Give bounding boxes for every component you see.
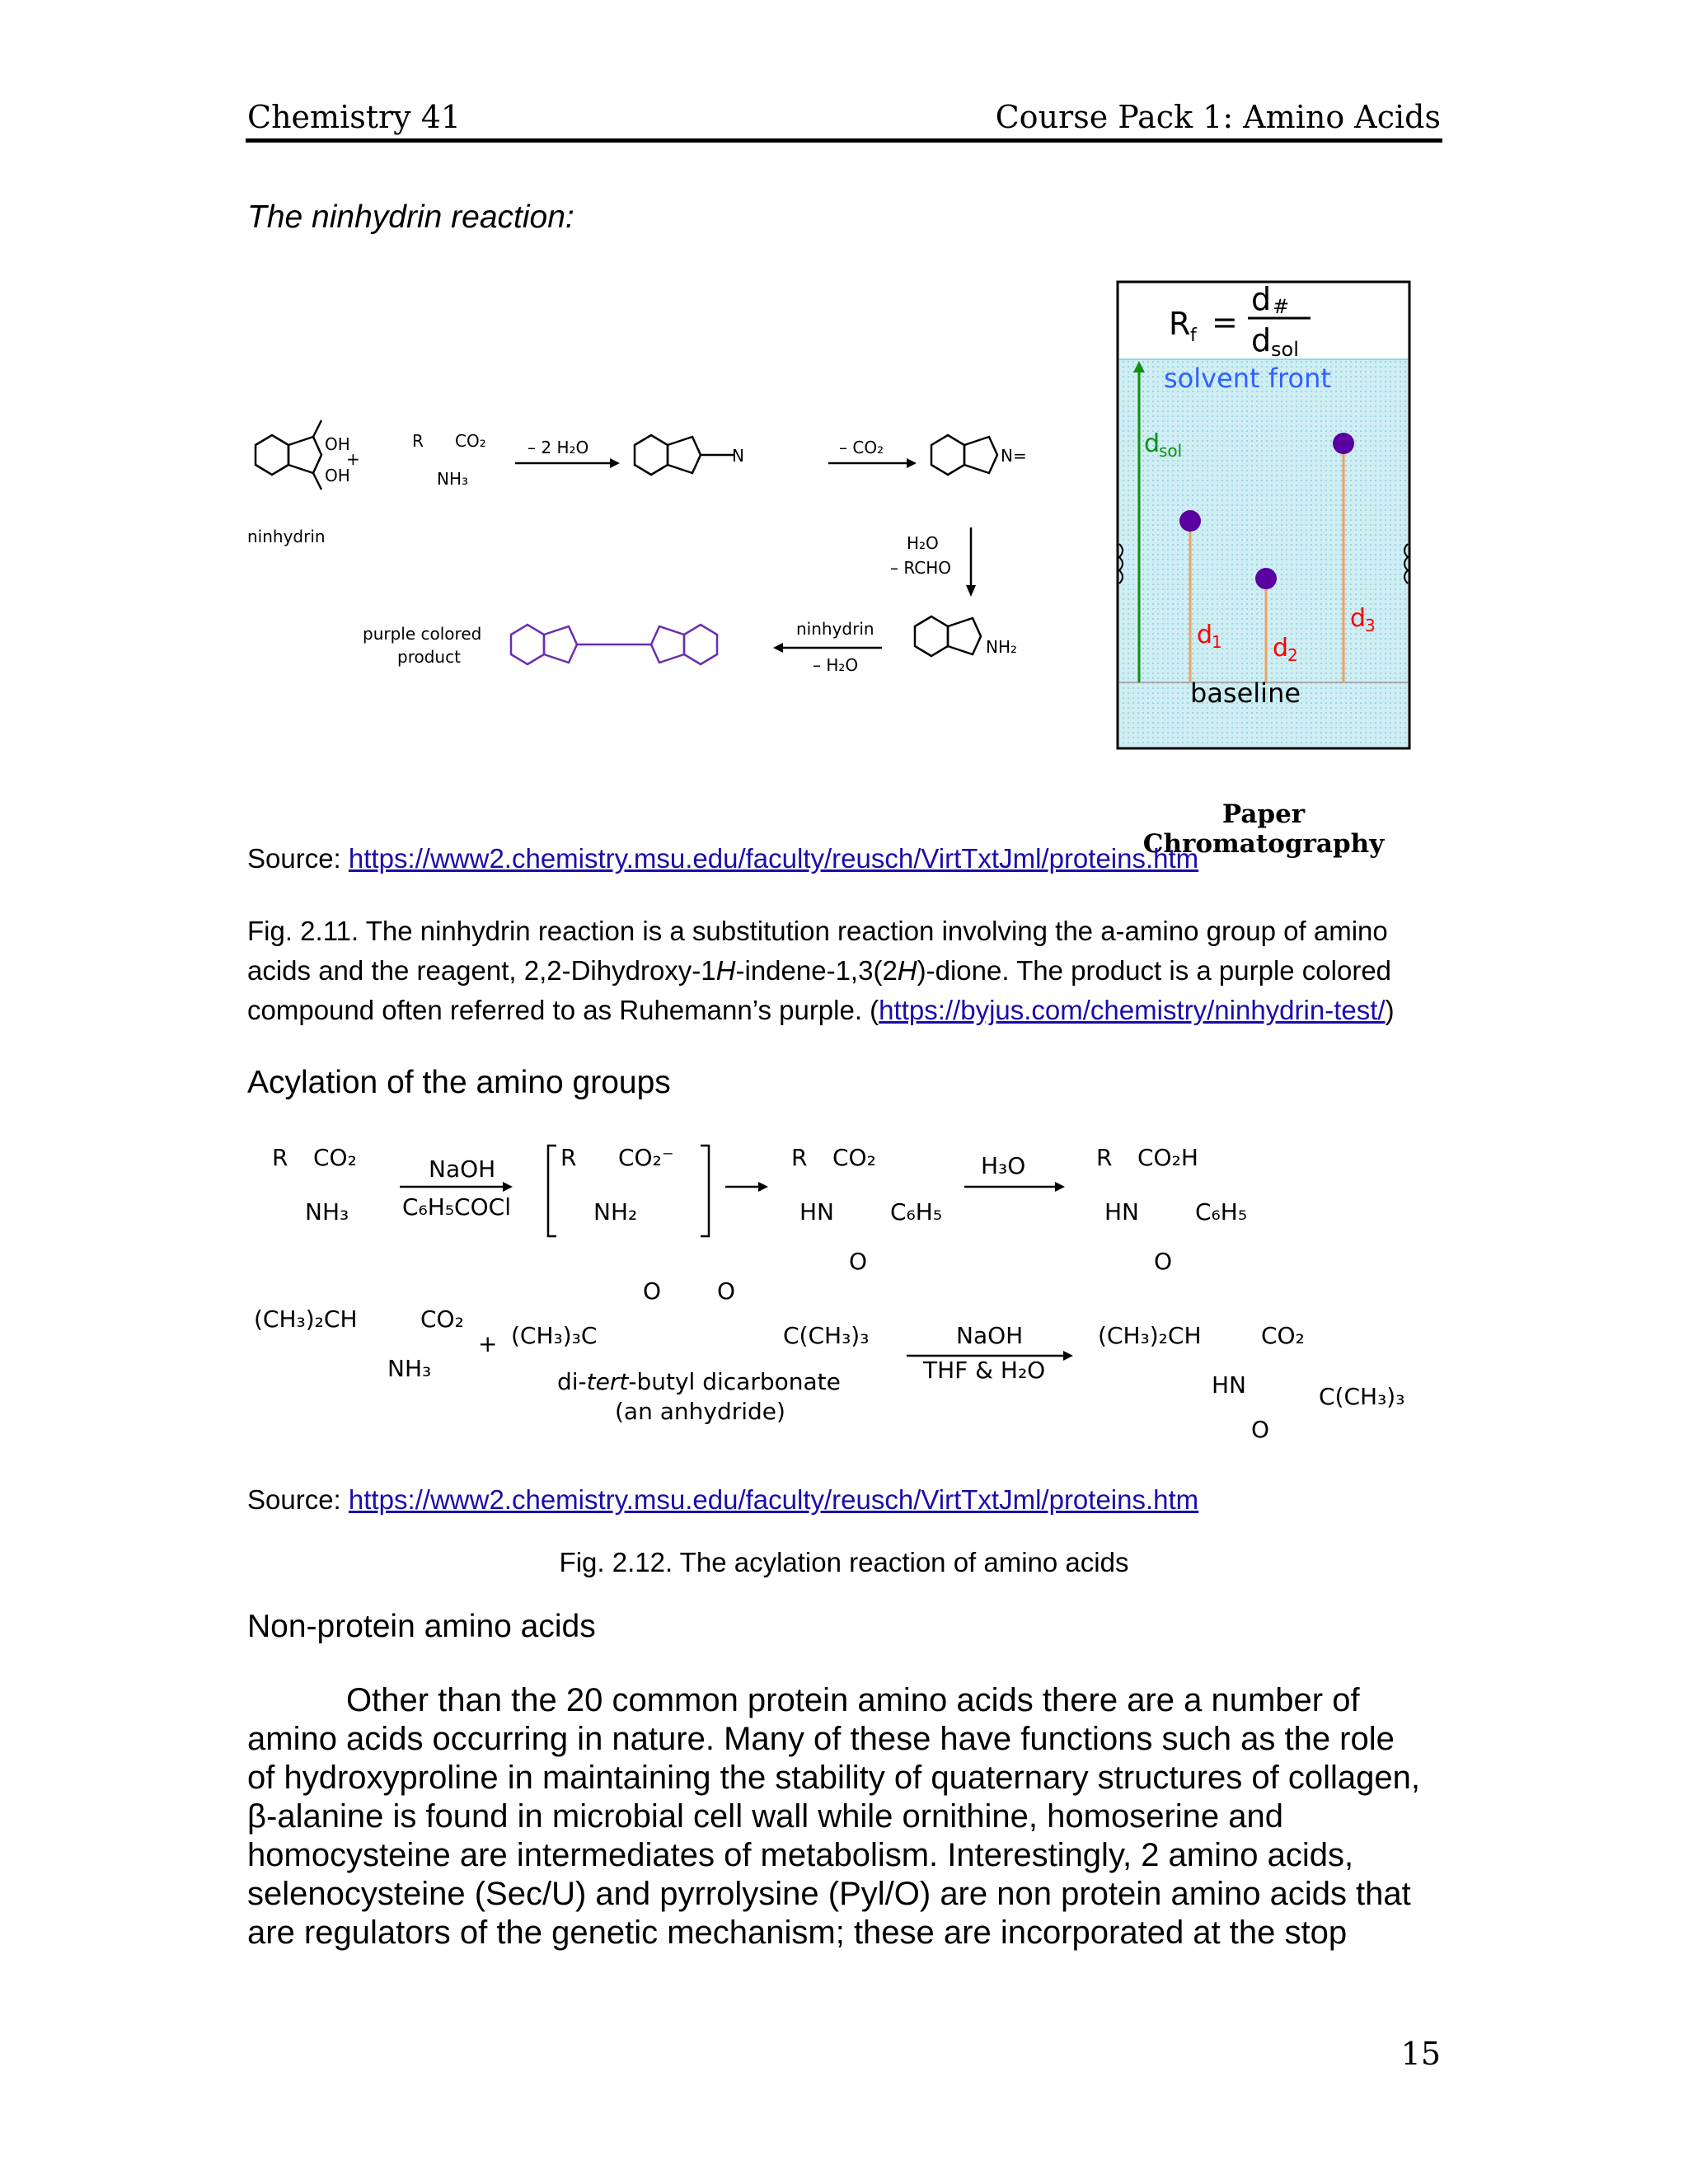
nh3-label: NH₃	[437, 469, 469, 489]
step1-label: – 2 H₂O	[528, 438, 589, 457]
step2-label: – CO₂	[839, 438, 884, 457]
dsol-sub: sol	[1159, 441, 1183, 461]
fig-2-11-line-1: Fig. 2.11. The ninhydrin reaction is a substitution reaction involving the a-amino group of amino	[247, 916, 1388, 946]
ninhydrin-scheme	[239, 387, 1080, 717]
paragraph-line: β-alanine is found in microbial cell wall while ornithine, homoserine and	[247, 1798, 1283, 1835]
caption-part: -indene-1,3(2	[735, 955, 898, 986]
paragraph-line: Other than the 20 common protein amino acids there are a number of	[346, 1682, 1360, 1718]
caption-part: )	[1385, 995, 1395, 1025]
o-5: O	[1251, 1416, 1270, 1443]
nh3-1: NH₃	[305, 1198, 349, 1226]
header-rule	[246, 138, 1442, 143]
o-4: O	[717, 1277, 736, 1305]
thf-label: THF & H₂O	[923, 1357, 1046, 1384]
co2-1: CO₂	[313, 1144, 357, 1171]
c6h5-2: C₆H₅	[1195, 1198, 1248, 1226]
ipr-2: (CH₃)₂CH	[1098, 1322, 1202, 1349]
boc-name-suffix: -butyl dicarbonate	[628, 1368, 841, 1395]
acylation-section-title: Acylation of the amino groups	[247, 1065, 671, 1100]
co2-2: CO₂	[832, 1144, 876, 1171]
rf-symbol: R	[1169, 306, 1191, 342]
chromatography-caption: Paper Chromatography	[1142, 799, 1385, 859]
naoh-label: NaOH	[429, 1155, 496, 1183]
baseline-label: baseline	[1190, 677, 1301, 709]
rf-numerator: d	[1251, 281, 1272, 317]
r-2: R	[560, 1144, 577, 1171]
nh2-label: NH₂	[986, 637, 1018, 657]
r-3: R	[791, 1144, 808, 1171]
byjus-link[interactable]: https://byjus.com/chemistry/ninhydrin-test/	[879, 995, 1386, 1025]
rf-numerator-sub: #	[1273, 295, 1290, 318]
solvent-front-label: solvent front	[1164, 363, 1331, 394]
product-label-1: purple colored	[363, 624, 482, 644]
caption-italic-h: H	[897, 955, 917, 986]
nh2-label: NH₂	[593, 1198, 638, 1226]
hn-1: HN	[799, 1198, 834, 1226]
non-protein-paragraph	[247, 1681, 1451, 1952]
page-number: 15	[1400, 2036, 1441, 2072]
paragraph-line: are regulators of the genetic mechanism; these are incorporated at the stop	[247, 1915, 1348, 1951]
caption-part: acids and the reagent, 2,2-Dihydroxy-1	[247, 955, 716, 986]
co2h-label: CO₂H	[1137, 1144, 1198, 1171]
nh3-2: NH₃	[387, 1355, 432, 1382]
tbu-right-2: C(CH₃)₃	[1319, 1383, 1405, 1410]
caption-part: compound often referred to as Ruhemann’s purple. (	[247, 995, 879, 1025]
rf-denominator: d	[1251, 322, 1272, 359]
step4-water: – H₂O	[813, 655, 859, 675]
d3-label: d	[1350, 604, 1367, 633]
ninhydrin-label: ninhydrin	[247, 527, 326, 546]
d1-sub: 1	[1212, 632, 1222, 652]
rf-denominator-sub: sol	[1271, 338, 1299, 361]
rf-equals: =	[1212, 304, 1238, 340]
h3o-label: H₃O	[981, 1152, 1026, 1179]
plus-sign: +	[346, 449, 360, 469]
caption-part: )-dione. The product is a purple colored	[917, 955, 1392, 986]
paragraph-line: of hydroxyproline in maintaining the stability of quaternary structures of collagen,	[247, 1760, 1420, 1796]
fig-2-11-caption	[247, 912, 1395, 1030]
boc-name-prefix: di-	[557, 1368, 587, 1395]
c6h5-1: C₆H₅	[890, 1198, 943, 1226]
d3-sub: 3	[1365, 616, 1376, 635]
rf-subscript: f	[1190, 326, 1197, 346]
source-link-1[interactable]: https://www2.chemistry.msu.edu/faculty/reusch/VirtTxtJml/proteins.htm	[348, 843, 1199, 874]
tbu-right: C(CH₃)₃	[783, 1322, 870, 1349]
co2-minus: CO₂⁻	[618, 1144, 674, 1171]
source-link-2[interactable]: https://www2.chemistry.msu.edu/faculty/reusch/VirtTxtJml/proteins.htm	[348, 1484, 1199, 1515]
source-line-1	[247, 839, 1198, 879]
header-pack-title: Course Pack 1: Amino Acids	[995, 99, 1441, 135]
c6h5cocl-label: C₆H₅COCl	[402, 1193, 511, 1221]
d1-label: d	[1197, 621, 1213, 649]
o-1: O	[849, 1248, 868, 1275]
oh-label-1: OH	[325, 434, 350, 454]
co2-3: CO₂	[420, 1305, 464, 1333]
fig-2-12-caption: Fig. 2.12. The acylation reaction of amino acids	[559, 1547, 1129, 1577]
source-label-2: Source:	[247, 1484, 349, 1515]
source-label-1: Source:	[247, 843, 349, 874]
o-3: O	[643, 1277, 662, 1305]
co2-4: CO₂	[1261, 1322, 1305, 1349]
caption-italic-h: H	[715, 955, 736, 986]
co2-label: CO₂	[455, 431, 486, 451]
boc-name-line-1	[557, 1368, 841, 1395]
paragraph-line: amino acids occurring in nature. Many of these have functions such as the role	[247, 1721, 1395, 1757]
n-label: N	[732, 446, 744, 466]
ipr-1: (CH₃)₂CH	[254, 1305, 358, 1333]
step3-rcho: – RCHO	[890, 558, 952, 578]
dsol-label: d	[1144, 429, 1160, 458]
tbu-left: (CH₃)₃C	[511, 1322, 598, 1349]
acylation-scheme	[247, 1137, 1442, 1451]
paragraph-line: selenocysteine (Sec/U) and pyrrolysine (Pyl/O) are non protein amino acids that	[247, 1876, 1411, 1912]
boc-name-line-2: (an anhydride)	[615, 1398, 785, 1425]
r-4: R	[1096, 1144, 1113, 1171]
header-course-title: Chemistry 41	[247, 99, 462, 135]
ninhydrin-section-title: The ninhydrin reaction:	[247, 199, 574, 235]
step4-ninhydrin: ninhydrin	[796, 619, 874, 639]
fig-2-11-line-3	[247, 991, 1395, 1030]
fig-2-11-line-2	[247, 951, 1395, 991]
r-1: R	[272, 1144, 288, 1171]
o-2: O	[1154, 1248, 1173, 1275]
naoh-label-2: NaOH	[956, 1322, 1024, 1349]
chromatography-figure	[1116, 280, 1411, 750]
paragraph-line: homocysteine are intermediates of metabolism. Interestingly, 2 amino acids,	[247, 1837, 1354, 1873]
hn-3: HN	[1212, 1371, 1246, 1399]
non-protein-section-title: Non-protein amino acids	[247, 1609, 596, 1644]
source-line-2	[247, 1480, 1198, 1520]
d2-label: d	[1273, 634, 1289, 663]
product-label-2: product	[397, 647, 461, 667]
r-label: R	[412, 431, 424, 451]
d2-sub: 2	[1287, 645, 1298, 665]
plus-2: +	[478, 1330, 498, 1357]
n-eq-label: N=	[1001, 446, 1027, 466]
step3-water: H₂O	[907, 533, 939, 553]
oh-label-2: OH	[325, 466, 350, 485]
boc-name-tert: tert	[586, 1368, 629, 1395]
hn-2: HN	[1104, 1198, 1139, 1226]
